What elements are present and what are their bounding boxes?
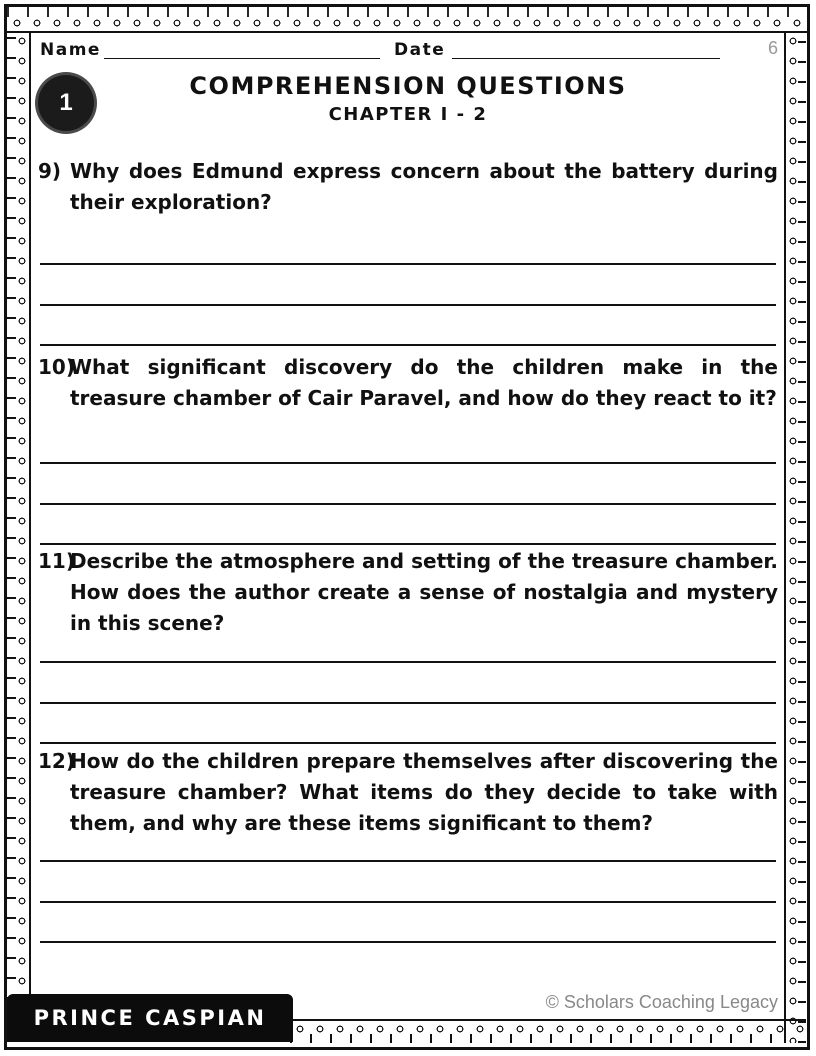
section-number-badge: 1 [38, 75, 94, 131]
border-bottom-ticks [290, 1021, 786, 1043]
question-number: 10) [38, 355, 75, 379]
name-label: Name [40, 40, 101, 60]
question-text: Why does Edmund express concern about the battery during their exploration? [70, 159, 778, 214]
answer-line[interactable] [40, 503, 776, 505]
question-number: 12) [38, 749, 75, 773]
page-title: COMPREHENSION QUESTIONS [189, 72, 627, 100]
question-9 [38, 156, 778, 218]
border-right-ticks [786, 31, 806, 1043]
question-text: What significant discovery do the children make in the treasure chamber of Cair Paravel, and how do they react to it? [70, 355, 778, 410]
answer-line[interactable] [40, 304, 776, 306]
question-10 [38, 352, 778, 414]
answer-line[interactable] [40, 901, 776, 903]
question-text: How do the children prepare themselves after discovering the treasure chamber? What items do they decide to take with them, and why are these items significant to them? [70, 749, 778, 835]
page-number: 6 [767, 38, 778, 58]
date-field[interactable] [452, 58, 720, 59]
answer-line[interactable] [40, 860, 776, 862]
book-title-label: PRINCE CASPIAN [7, 994, 293, 1042]
name-field[interactable] [104, 58, 380, 59]
answer-line[interactable] [40, 742, 776, 744]
answer-line[interactable] [40, 462, 776, 464]
page-subtitle: CHAPTER I - 2 [328, 104, 488, 125]
border-left-ticks [7, 31, 29, 1019]
answer-line[interactable] [40, 543, 776, 545]
answer-line[interactable] [40, 941, 776, 943]
border-top-ticks [7, 7, 807, 31]
answer-line[interactable] [40, 263, 776, 265]
question-number: 9) [38, 159, 62, 183]
question-12 [38, 746, 778, 839]
answer-line[interactable] [40, 661, 776, 663]
answer-line[interactable] [40, 344, 776, 346]
copyright-notice: © Scholars Coaching Legacy [545, 992, 778, 1012]
date-label: Date [394, 40, 446, 60]
question-11 [38, 546, 778, 639]
question-text: Describe the atmosphere and setting of the treasure chamber. How does the author create a sense of nostalgia and mystery in this scene? [70, 549, 778, 635]
answer-line[interactable] [40, 702, 776, 704]
question-number: 11) [38, 549, 75, 573]
